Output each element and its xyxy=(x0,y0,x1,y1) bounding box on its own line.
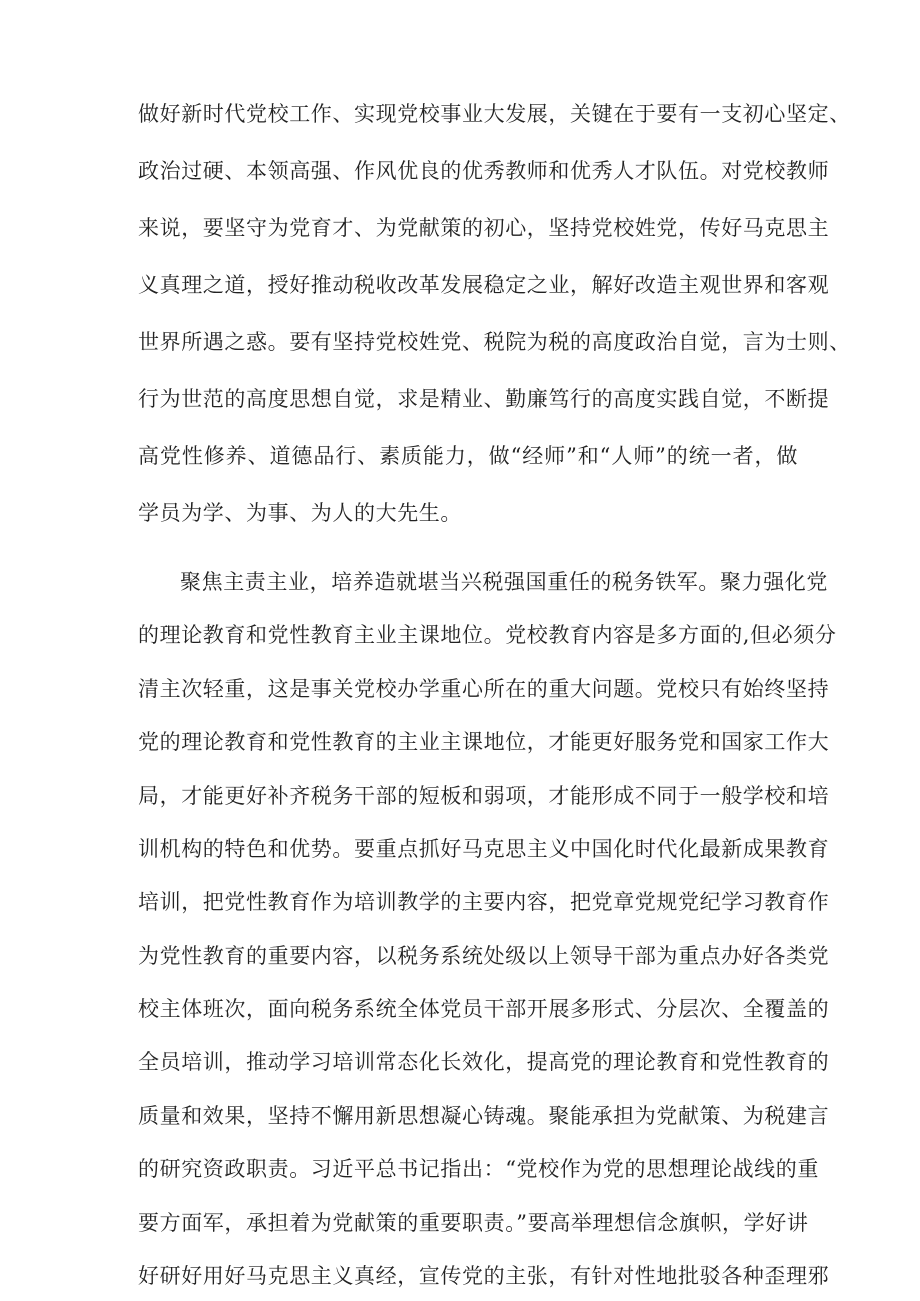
text-line: 局，才能更好补齐税务干部的短板和弱项，才能形成不同于一般学校和培 xyxy=(138,783,830,808)
text-line: 的理论教育和党性教育主业主课地位。党校教育内容是多方面的,但必须分 xyxy=(138,623,837,648)
text-line: 义真理之道，授好推动税收改革发展稳定之业，解好改造主观世界和客观 xyxy=(138,273,830,297)
text-line: 全员培训，推动学习培训常态化长效化，提高党的理论教育和党性教育的 xyxy=(138,1050,830,1075)
text-line: 好研好用好马克思主义真经，宣传党的主张，有针对性地批驳各种歪理邪 xyxy=(138,1264,830,1288)
text-line: 来说，要坚守为党育才、为党献策的初心，坚持党校姓党，传好马克思主 xyxy=(138,216,830,240)
text-line: 党的理论教育和党性教育的主业主课地位，才能更好服务党和国家工作大 xyxy=(138,730,830,755)
text-line: 质量和效果，坚持不懈用新思想凝心铸魂。聚能承担为党献策、为税建言 xyxy=(138,1103,830,1128)
text-line: 高党性修养、道德品行、素质能力，做“经师”和“人师”的统一者，做 xyxy=(138,444,798,468)
text-line: 聚焦主责主业，培养造就堪当兴税强国重任的税务铁军。聚力强化党 xyxy=(180,570,828,594)
text-line: 训机构的特色和优势。要重点抓好马克思主义中国化时代化最新成果教育 xyxy=(138,836,830,861)
text-line: 校主体班次，面向税务系统全体党员干部开展多形式、分层次、全覆盖的 xyxy=(138,997,830,1022)
text-line: 做好新时代党校工作、实现党校事业大发展，关键在于要有一支初心坚定、 xyxy=(138,102,851,126)
text-line: 要方面军，承担着为党献策的重要职责。”要高举理想信念旗帜，学好讲 xyxy=(138,1210,809,1235)
text-line: 学员为学、为事、为人的大先生。 xyxy=(138,501,462,525)
text-line: 的研究资政职责。习近平总书记指出：“党校作为党的思想理论战线的重 xyxy=(138,1157,819,1182)
text-line: 行为世范的高度思想自觉，求是精业、勤廉笃行的高度实践自觉，不断提 xyxy=(138,387,830,411)
text-line: 世界所遇之惑。要有坚持党校姓党、税院为税的高度政治自觉，言为士则、 xyxy=(138,330,851,354)
text-line: 政治过硬、本领高强、作风优良的优秀教师和优秀人才队伍。对党校教师 xyxy=(138,159,830,183)
text-line: 为党性教育的重要内容，以税务系统处级以上领导干部为重点办好各类党 xyxy=(138,943,830,968)
text-line: 清主次轻重，这是事关党校办学重心所在的重大问题。党校只有始终坚持 xyxy=(138,676,830,701)
text-line: 培训，把党性教育作为培训教学的主要内容，把党章党规党纪学习教育作 xyxy=(138,890,830,915)
